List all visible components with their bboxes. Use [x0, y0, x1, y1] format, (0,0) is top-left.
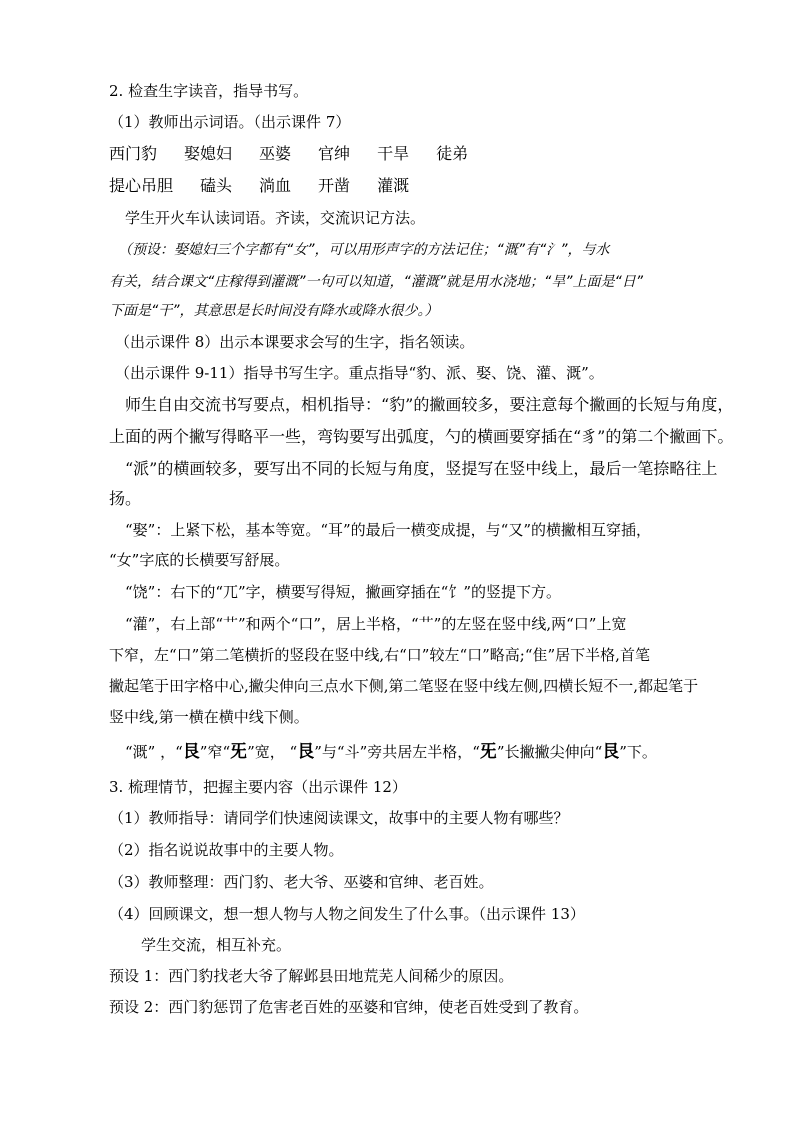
text-run: “溉” ，“: [125, 743, 183, 761]
text-run: ”宽， “: [247, 743, 298, 761]
vocab-word: 徒弟: [436, 144, 469, 163]
vocab-word: 开凿: [318, 176, 351, 195]
paragraph-line: 上面的两个撇写得略平一些，弯钩要写出弧度，勺的横画要穿插在“豸”的第二个撇画下。: [109, 427, 734, 446]
preset-line: （预设：娶媳妇三个字都有“女”，可以用形声字的方法记住；“溉”有“氵”，与水: [118, 242, 610, 258]
preset-line: 有关，结合课文“庄稼得到灌溉”一句可以知道，“灌溉”就是用水浇地；“旱”上面是“日”: [109, 274, 644, 290]
text-run: ”与“斗”旁共居左半格，“: [314, 743, 480, 761]
section-heading-2: 2. 检查生字读音，指导书写。: [109, 82, 309, 100]
paragraph-line: （出示课件 8）出示本课要求会写的生字，指名领读。: [115, 333, 475, 351]
vocab-word: 西门豹: [109, 144, 158, 163]
paragraph-line: 扬。: [109, 489, 142, 508]
radical-glyph: 艮: [182, 742, 200, 762]
step-line: （4）回顾课文，想一想人物与人物之间发生了什么事。（出示课件 13）: [109, 905, 585, 923]
step-line: （2）指名说说故事中的主要人物。: [109, 841, 344, 859]
step-line: （1）教师指导：请同学们快速阅读课文，故事中的主要人物有哪些？: [109, 809, 569, 827]
radical-glyph: 旡: [230, 742, 248, 762]
radical-glyph: 艮: [602, 742, 620, 762]
vocab-word: 娶媳妇: [184, 144, 233, 163]
paragraph-line: 撇起笔于田字格中心,撇尖伸向三点水下侧,第二笔竖在竖中线左侧,四横长短不一,都起笔于: [109, 677, 699, 695]
vocab-word: 淌血: [259, 176, 292, 195]
vocab-word: 提心吊胆: [109, 176, 174, 195]
preset-item: 预设 1：西门豹找老大爷了解邺县田地荒芜人间稀少的原因。: [109, 967, 514, 985]
paragraph-line: （出示课件 9-11）指导书写生字。重点指导“豹、派、娶、饶、灌、溉”。: [115, 364, 604, 382]
paragraph-line: 学生开火车认读词语。齐读，交流识记方法。: [125, 209, 426, 227]
paragraph-line: “派”的横画较多，要写出不同的长短与角度，竖提写在竖中线上，最后一笔捺略往上: [125, 459, 718, 478]
vocab-word: 巫婆: [259, 144, 292, 163]
step-1-heading: （1）教师出示词语。（出示课件 7）: [109, 113, 351, 131]
paragraph-line: “灌”，右上部“艹”和两个“口”，居上半格，“艹”的左竖在竖中线,两“口”上宽: [125, 615, 627, 633]
step-line: （3）教师整理：西门豹、老大爷、巫婆和官绅、老百姓。: [109, 873, 494, 891]
paragraph-line: 师生自由交流书写要点，相机指导：“豹”的撇画较多，要注意每个撇画的长短与角度，: [125, 395, 734, 414]
vocab-word: 干旱: [377, 144, 410, 163]
vocab-word: 灌溉: [377, 176, 410, 195]
text-run: ”下。: [619, 743, 657, 761]
paragraph-line: 竖中线,第一横在横中线下侧。: [109, 708, 309, 726]
preset-line: 下面是“干”，其意思是长时间没有降水或降水很少。）: [109, 303, 439, 319]
radical-glyph: 艮: [297, 742, 315, 762]
paragraph-line: “娶”：上紧下松，基本等宽。“耳”的最后一横变成提，与“又”的横撇相互穿插，: [125, 521, 652, 539]
section-heading-3: 3. 梳理情节，把握主要内容（出示课件 12）: [109, 778, 407, 796]
vocab-word: 官绅: [318, 144, 351, 163]
text-run: ”长撇撇尖伸向“: [496, 743, 603, 761]
text-run: ”窄“: [199, 743, 231, 761]
paragraph-line: “女”字底的长横要写舒展。: [109, 551, 290, 569]
paragraph-line: “饶”：右下的“兀”字，横要写得短，撇画穿插在“饣”的竖提下方。: [125, 583, 562, 601]
paragraph-line: 下窄，左“口”第二笔横折的竖段在竖中线,右“口”较左“口”略高;“隹”居下半格,首笔: [109, 646, 650, 664]
paragraph-line: 学生交流，相互补充。: [141, 936, 292, 954]
vocab-row-1: [109, 144, 495, 164]
paragraph-line-radicals: [125, 742, 657, 762]
radical-glyph: 旡: [479, 742, 497, 762]
vocab-row-2: [109, 176, 436, 196]
preset-item: 预设 2：西门豹惩罚了危害老百姓的巫婆和官绅，使老百姓受到了教育。: [109, 998, 589, 1016]
vocab-word: 磕头: [200, 176, 233, 195]
